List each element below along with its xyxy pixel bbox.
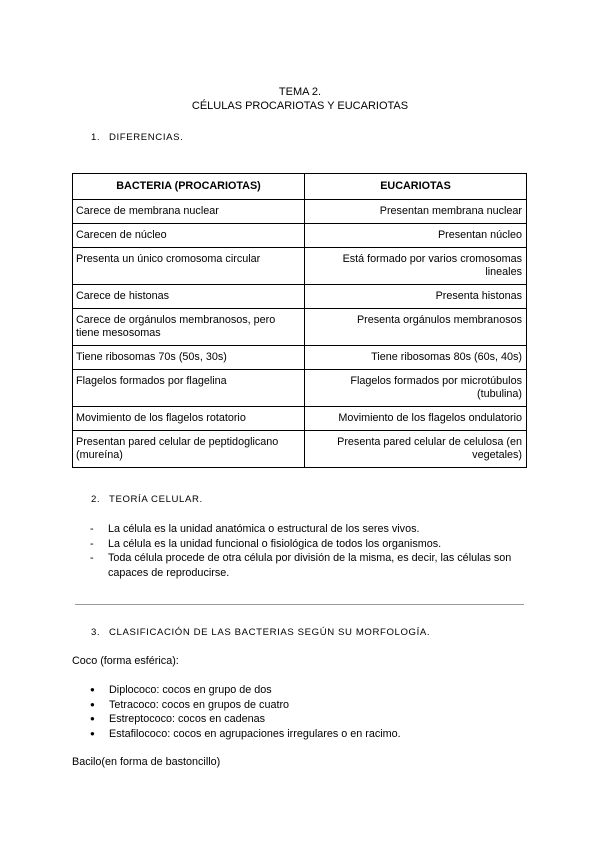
list-item: ● Estreptococo: cocos en cadenas bbox=[90, 712, 530, 727]
table-row bbox=[73, 248, 527, 285]
section-1-title: DIFERENCIAS. bbox=[109, 132, 184, 143]
table-row bbox=[73, 224, 527, 248]
cell-procariota: Presenta un único cromosoma circular bbox=[73, 248, 305, 285]
doc-title: CÉLULAS PROCARIOTAS Y EUCARIOTAS bbox=[191, 100, 409, 112]
table-row bbox=[73, 285, 527, 309]
cell-eucariota: Presenta histonas bbox=[305, 285, 527, 309]
coco-list bbox=[90, 683, 530, 741]
doc-tema: TEMA 2. bbox=[278, 86, 322, 98]
cell-procariota: Carecen de núcleo bbox=[73, 224, 305, 248]
section-2-number: 2. bbox=[91, 494, 101, 505]
cell-procariota: Carece de membrana nuclear bbox=[73, 200, 305, 224]
cell-procariota: Flagelos formados por flagelina bbox=[73, 370, 305, 407]
section-1-heading bbox=[91, 132, 183, 143]
teoria-celular-list bbox=[88, 522, 528, 580]
cell-eucariota: Flagelos formados por microtúbulos (tubulina) bbox=[305, 370, 527, 407]
table-row bbox=[73, 370, 527, 407]
coco-heading: Coco (forma esférica): bbox=[72, 655, 179, 667]
comparison-table bbox=[72, 173, 527, 468]
table-header-row bbox=[73, 174, 527, 200]
cell-procariota: Tiene ribosomas 70s (50s, 30s) bbox=[73, 346, 305, 370]
table-row bbox=[73, 309, 527, 346]
cell-eucariota: Presentan membrana nuclear bbox=[305, 200, 527, 224]
cell-procariota: Presentan pared celular de peptidoglicano (mureína) bbox=[73, 431, 305, 468]
cell-eucariota: Movimiento de los flagelos ondulatorio bbox=[305, 407, 527, 431]
cell-procariota: Carece de orgánulos membranosos, pero tiene mesosomas bbox=[73, 309, 305, 346]
table-row bbox=[73, 346, 527, 370]
table-row bbox=[73, 407, 527, 431]
list-item: - La célula es la unidad anatómica o estructural de los seres vivos. bbox=[88, 522, 528, 537]
list-item: ● Diplococo: cocos en grupo de dos bbox=[90, 683, 530, 698]
cell-procariota: Carece de histonas bbox=[73, 285, 305, 309]
section-3-heading bbox=[91, 627, 430, 638]
cell-procariota: Movimiento de los flagelos rotatorio bbox=[73, 407, 305, 431]
section-2-heading bbox=[91, 494, 203, 505]
list-item: - Toda célula procede de otra célula por división de la misma, es decir, las células son capaces de reproducirse. bbox=[88, 551, 528, 580]
column-header-eucariotas: EUCARIOTAS bbox=[305, 174, 527, 200]
cell-eucariota: Está formado por varios cromosomas lineales bbox=[305, 248, 527, 285]
table-row bbox=[73, 431, 527, 468]
list-item: - La célula es la unidad funcional o fisiológica de todos los organismos. bbox=[88, 537, 528, 552]
table-row bbox=[73, 200, 527, 224]
bacilo-heading: Bacilo(en forma de bastoncillo) bbox=[72, 756, 221, 768]
column-header-procariotas: BACTERIA (PROCARIOTAS) bbox=[73, 174, 305, 200]
cell-eucariota: Presenta orgánulos membranosos bbox=[305, 309, 527, 346]
cell-eucariota: Tiene ribosomas 80s (60s, 40s) bbox=[305, 346, 527, 370]
list-item: ● Tetracoco: cocos en grupos de cuatro bbox=[90, 698, 530, 713]
cell-eucariota: Presentan núcleo bbox=[305, 224, 527, 248]
section-3-title: CLASIFICACIÓN DE LAS BACTERIAS SEGÚN SU MORFOLOGÍA. bbox=[109, 627, 431, 638]
cell-eucariota: Presenta pared celular de celulosa (en vegetales) bbox=[305, 431, 527, 468]
section-1-number: 1. bbox=[91, 132, 101, 143]
section-2-title: TEORÍA CELULAR. bbox=[109, 494, 203, 505]
section-3-number: 3. bbox=[91, 627, 101, 638]
list-item: ● Estafilococo: cocos en agrupaciones irregulares o en racimo. bbox=[90, 727, 530, 742]
section-divider bbox=[75, 604, 524, 605]
